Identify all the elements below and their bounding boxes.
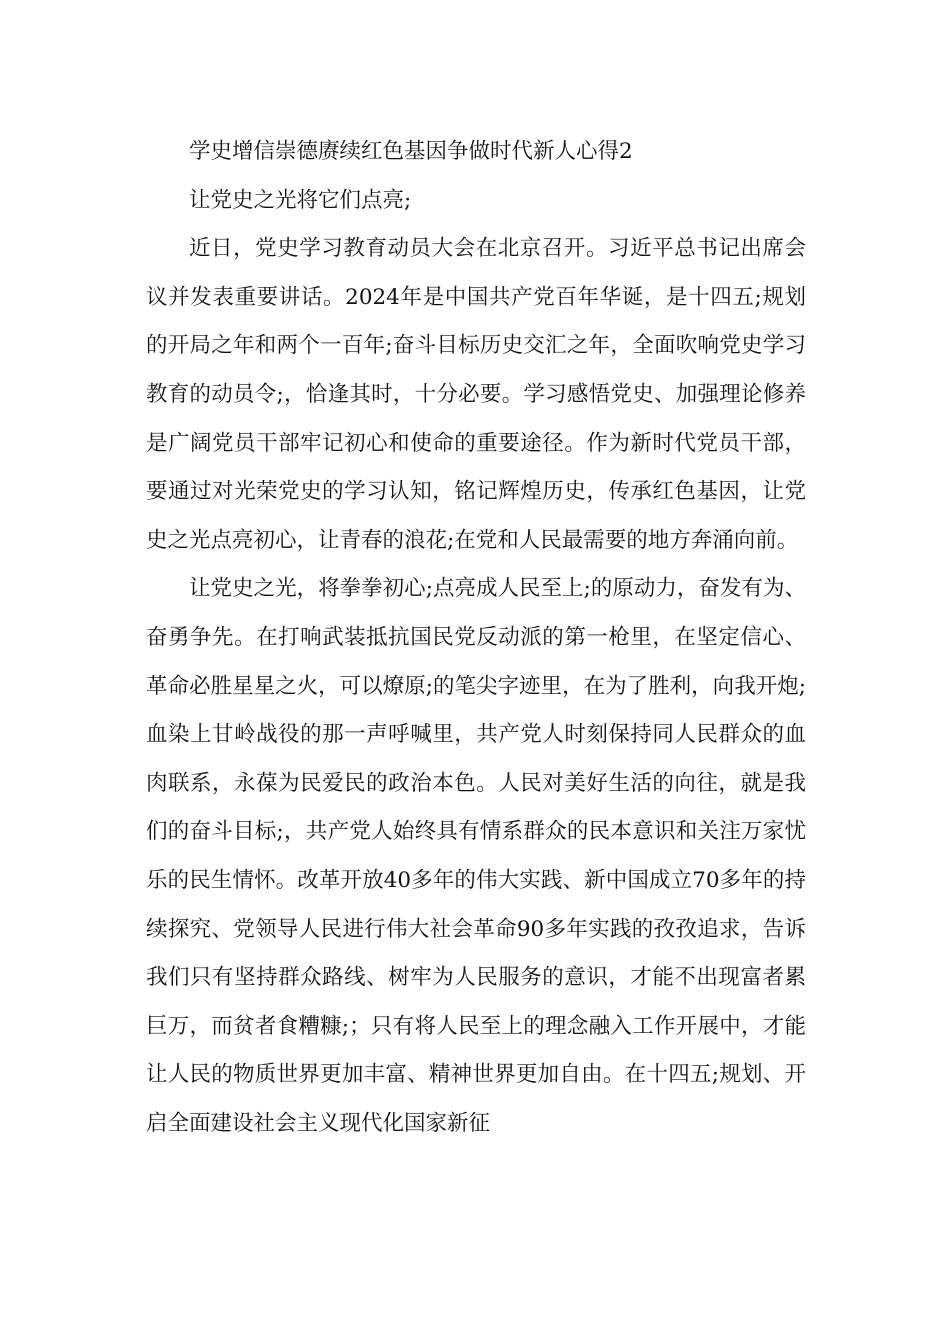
paragraph-2: 近日，党史学习教育动员大会在北京召开。习近平总书记出席会议并发表重要讲话。2024年是中国共产党百年华诞，是十四五;规划的开局之年和两个一百年;奋斗目标历史交汇之年，全面吹响党史学习教育的动员令;，恰逢其时，十分必要。学习感悟党史、加强理论修养是广阔党员干部牢记初心和使命的重要途径。作为新时代党员干部，要通过对光荣党史的学习认知，铭记辉煌历史，传承红色基因，让党史之光点亮初心，让青春的浪花;在党和人民最需要的地方奔涌向前。 [146, 236, 806, 553]
paragraph-3: 让党史之光，将拳拳初心;点亮成人民至上;的原动力，奋发有为、奋勇争先。在打响武装抵抗国民党反动派的第一枪里，在坚定信心、革命必胜星星之火，可以燎原;的笔尖字迹里，在为了胜利，向我开炮;血染上甘岭战役的那一声呼喊里，共产党人时刻保持同人民群众的血肉联系，永葆为民爱民的政治本色。人民对美好生活的向往，就是我们的奋斗目标;，共产党人始终具有情系群众的民本意识和关注万家忧乐的民生情怀。改革开放40多年的伟大实践、新中国成立70多年的持续探究、党领导人民进行伟大社会革命90多年实践的孜孜追求，告诉我们只有坚持群众路线、树牢为人民服务的意识，才能不出现富者累巨万，而贫者食糟糠;；只有将人民至上的理念融入工作开展中，才能让人民的物质世界更加丰富、精神世界更加自由。在十四五;规划、开启全面建设社会主义现代化国家新征 [146, 576, 806, 1136]
paragraph-1: 让党史之光将它们点亮; [189, 187, 412, 213]
document-title: 学史增信崇德赓续红色基因争做时代新人心得2 [189, 139, 633, 164]
document-body [146, 128, 806, 1148]
